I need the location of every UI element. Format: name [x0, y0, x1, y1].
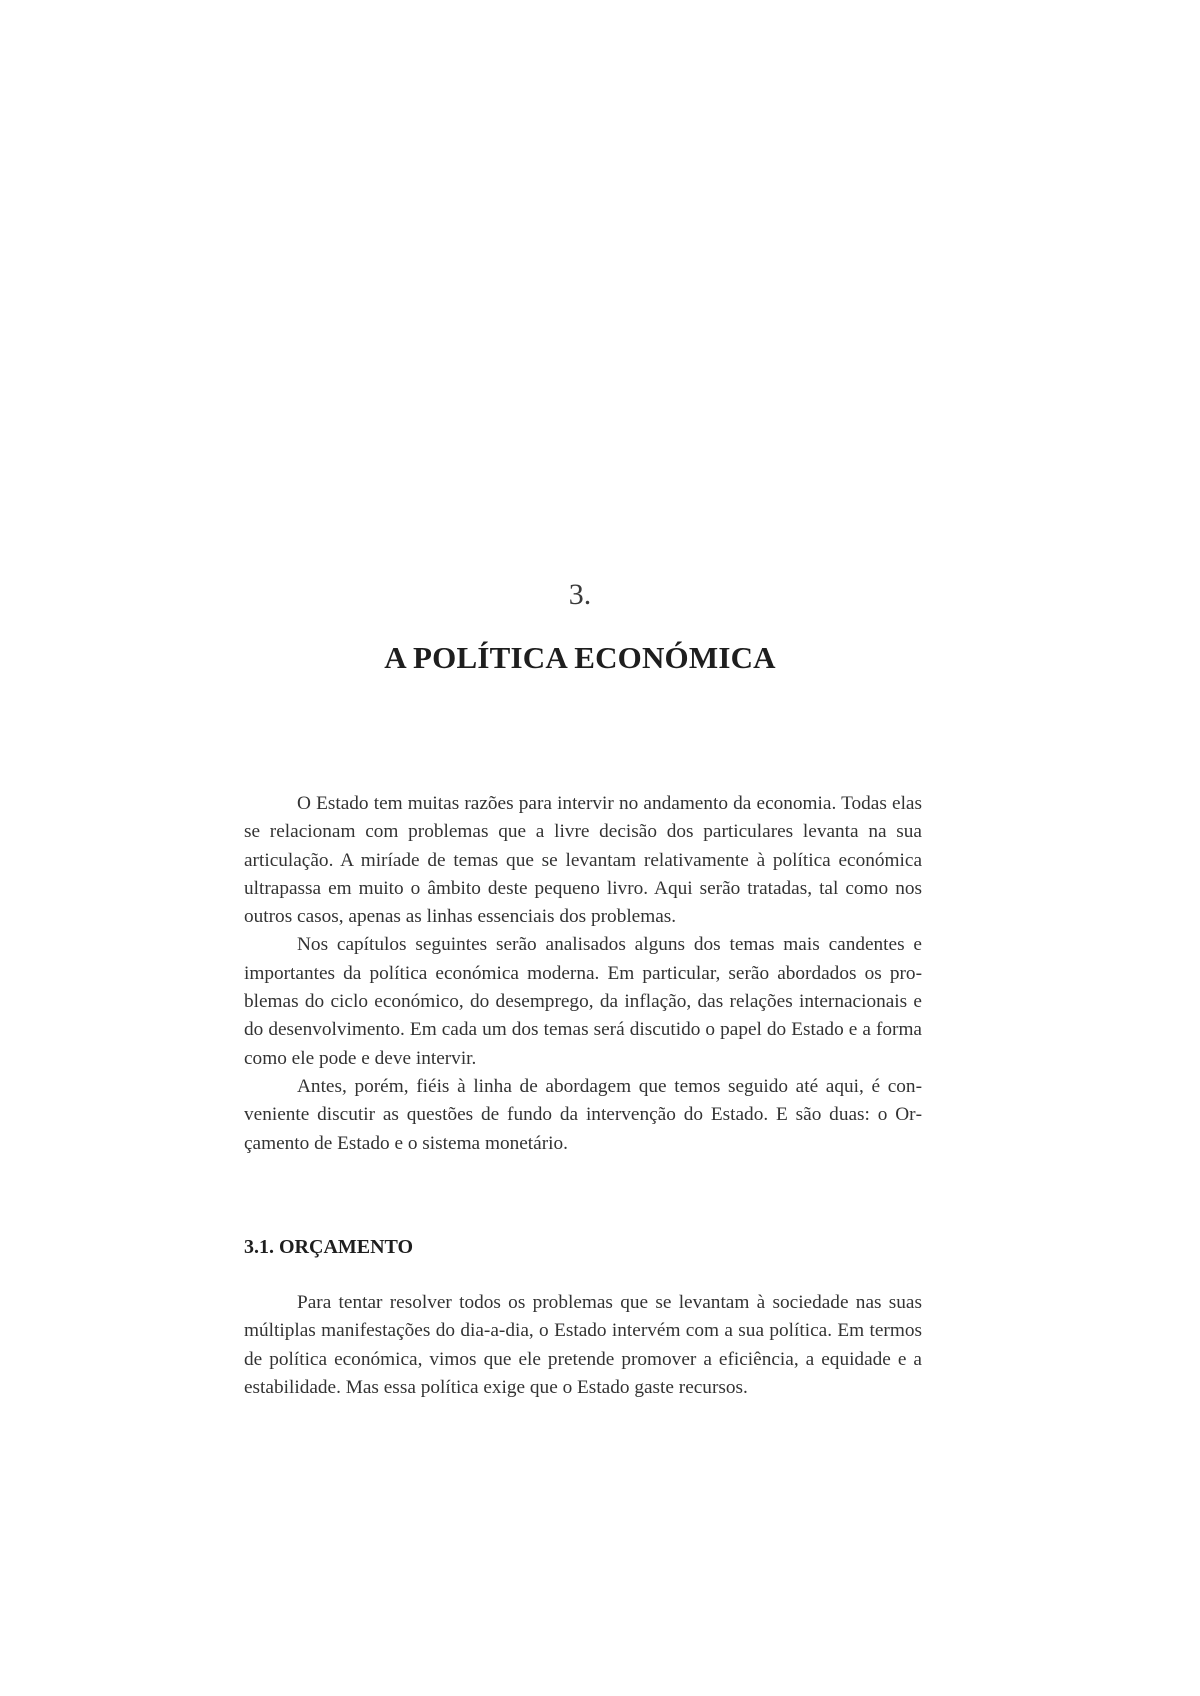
chapter-title: A POLÍTICA ECONÓMICA [384, 640, 776, 675]
section-title: 3.1. ORÇAMENTO [244, 1236, 414, 1258]
section-orcamento [244, 1236, 922, 1402]
chapter-intro [244, 790, 922, 1158]
intro-paragraph-2: Nos capítulos seguintes serão analisados alguns dos temas mais candentes e importantes da política económica moderna. Em particular, serão abordados os problemas do ciclo económico, do desemprego, da inflação, das relações internacionais e do desenvolvimento. Em cada um dos temas será discutido o papel do Estado e a forma como ele pode e deve intervir. [244, 934, 922, 1069]
intro-paragraph-3: Antes, porém, fiéis à linha de abordagem que temos seguido até aqui, é conveniente discutir as questões de fundo da intervenção do Estado. E são duas: o Orçamento de Estado e o sistema monetário. [244, 1075, 922, 1154]
intro-paragraph-1: O Estado tem muitas razões para intervir no andamento da economia. Todas elas se relacionam com problemas que a livre decisão dos particulares levanta na sua articulação. A miríade de temas que se levantam relativamente à política económica ultrapassa em muito o âmbito deste pequeno livro. Aqui serão tratadas, tal como nos outros casos, apenas as linhas essenciais dos problemas. [244, 793, 922, 928]
chapter-number: 3. [568, 578, 592, 611]
section-paragraph-1: Para tentar resolver todos os problemas que se levantam à sociedade nas suas múltiplas manifestações do dia-a-dia, o Estado intervém com a sua política. Em termos de política económica, vimos que ele pretende promover a eficiência, a equidade e a estabilidade. Mas essa política exige que o Estado gaste recursos. [244, 1292, 922, 1398]
